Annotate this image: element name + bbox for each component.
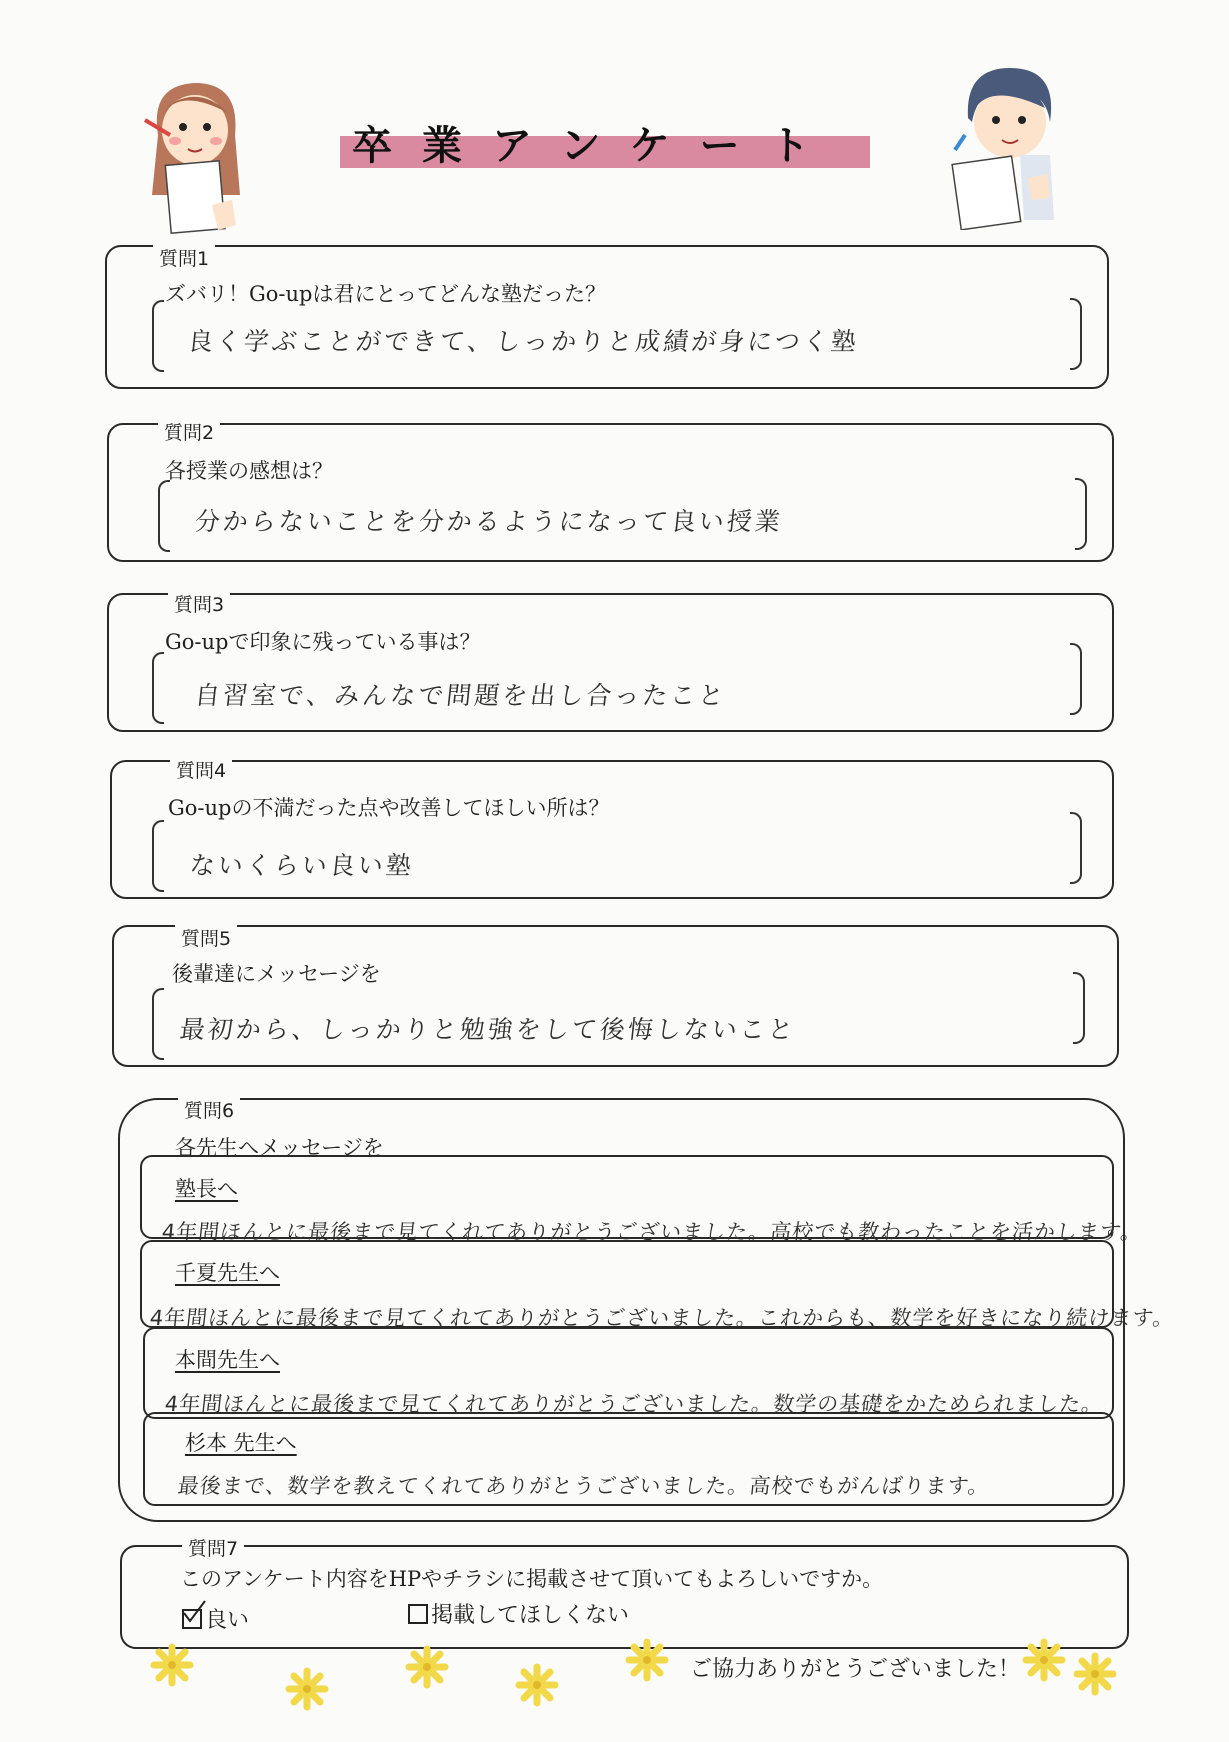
question-4-answer: ないくらい良い塾 xyxy=(188,851,416,880)
answer-bracket-right xyxy=(1075,478,1087,550)
consent-yes-label: 良い xyxy=(205,1608,250,1633)
answer-bracket-right xyxy=(1070,643,1082,715)
thanks-message: ご協力ありがとうございました！ xyxy=(690,1657,1021,1682)
question-2-box xyxy=(107,423,1114,562)
answer-bracket-left xyxy=(152,820,164,892)
flower-icon xyxy=(625,1638,669,1682)
question-5-text: 後輩達にメッセージを xyxy=(172,962,381,986)
question-2-text: 各授業の感想は？ xyxy=(165,459,333,483)
answer-bracket-left xyxy=(152,652,164,724)
flower-icon xyxy=(285,1667,329,1711)
question-2-answer: 分からないことを分かるようになって良い授業 xyxy=(193,507,785,536)
question-5-label: 質問5 xyxy=(175,924,237,951)
consent-no-option[interactable] xyxy=(408,1598,629,1629)
question-1-box xyxy=(105,245,1109,389)
question-5-answer: 最初から、しっかりと勉強をして後悔しないこと xyxy=(178,1015,798,1044)
question-7-box xyxy=(120,1545,1129,1649)
question-4-text: Go-upの不満だった点や改善してほしい所は？ xyxy=(168,796,610,820)
question-1-text: ズバリ！Go-upは君にとってどんな塾だった？ xyxy=(165,282,607,306)
question-6-text: 各先生へメッセージを xyxy=(175,1136,384,1160)
answer-bracket-left xyxy=(152,300,164,372)
answer-bracket-left xyxy=(152,988,164,1060)
flower-icon xyxy=(1073,1652,1117,1696)
question-7-text: このアンケート内容をHPやチラシに掲載させて頂いてもよろしいですか。 xyxy=(180,1567,884,1591)
teacher-2-message: 4年間ほんとに最後まで見てくれてありがとうございました。これからも、数学を好きになり続けます。 xyxy=(148,1306,1176,1330)
flower-icon xyxy=(515,1663,559,1707)
question-3-label: 質問3 xyxy=(168,590,230,617)
question-2-label: 質問2 xyxy=(158,418,220,445)
consent-no-checkbox[interactable] xyxy=(408,1604,428,1624)
title-block xyxy=(340,108,870,170)
consent-yes-option[interactable] xyxy=(182,1603,249,1634)
teacher-3-message: 4年間ほんとに最後まで見てくれてありがとうございました。数学の基礎をかためられました。 xyxy=(163,1392,1105,1416)
teacher-2-name: 千夏先生へ xyxy=(175,1261,280,1285)
question-6-label: 質問6 xyxy=(178,1096,240,1123)
answer-bracket-right xyxy=(1073,972,1085,1044)
answer-bracket-right xyxy=(1070,812,1082,884)
flower-icon xyxy=(1022,1638,1066,1682)
flower-icon xyxy=(150,1643,194,1687)
question-7-label: 質問7 xyxy=(182,1534,244,1561)
teacher-4-message: 最後まで、数学を教えてくれてありがとうございました。高校でもがんばります。 xyxy=(176,1474,992,1498)
question-1-label: 質問1 xyxy=(153,244,215,271)
teacher-1-message: 4年間ほんとに最後まで見てくれてありがとうございました。高校でも教わったことを活かします。 xyxy=(160,1220,1144,1244)
boy-illustration xyxy=(950,60,1070,230)
teacher-1-name: 塾長へ xyxy=(175,1177,238,1201)
consent-no-label: 掲載してほしくない xyxy=(431,1603,630,1628)
consent-yes-checkbox[interactable] xyxy=(182,1609,202,1629)
answer-bracket-right xyxy=(1070,298,1082,370)
question-3-text: Go-upで印象に残っている事は？ xyxy=(165,630,481,654)
flower-icon xyxy=(405,1645,449,1689)
answer-bracket-left xyxy=(158,480,170,552)
question-1-answer: 良く学ぶことができて、しっかりと成績が身につく塾 xyxy=(186,327,861,356)
page-title: 卒業アンケート xyxy=(352,123,840,169)
girl-illustration xyxy=(140,75,260,235)
question-4-label: 質問4 xyxy=(170,756,232,783)
question-3-answer: 自習室で、みんなで問題を出し合ったこと xyxy=(193,681,728,710)
teacher-3-name: 本間先生へ xyxy=(175,1348,280,1372)
teacher-4-name: 杉本 先生へ xyxy=(185,1431,297,1455)
